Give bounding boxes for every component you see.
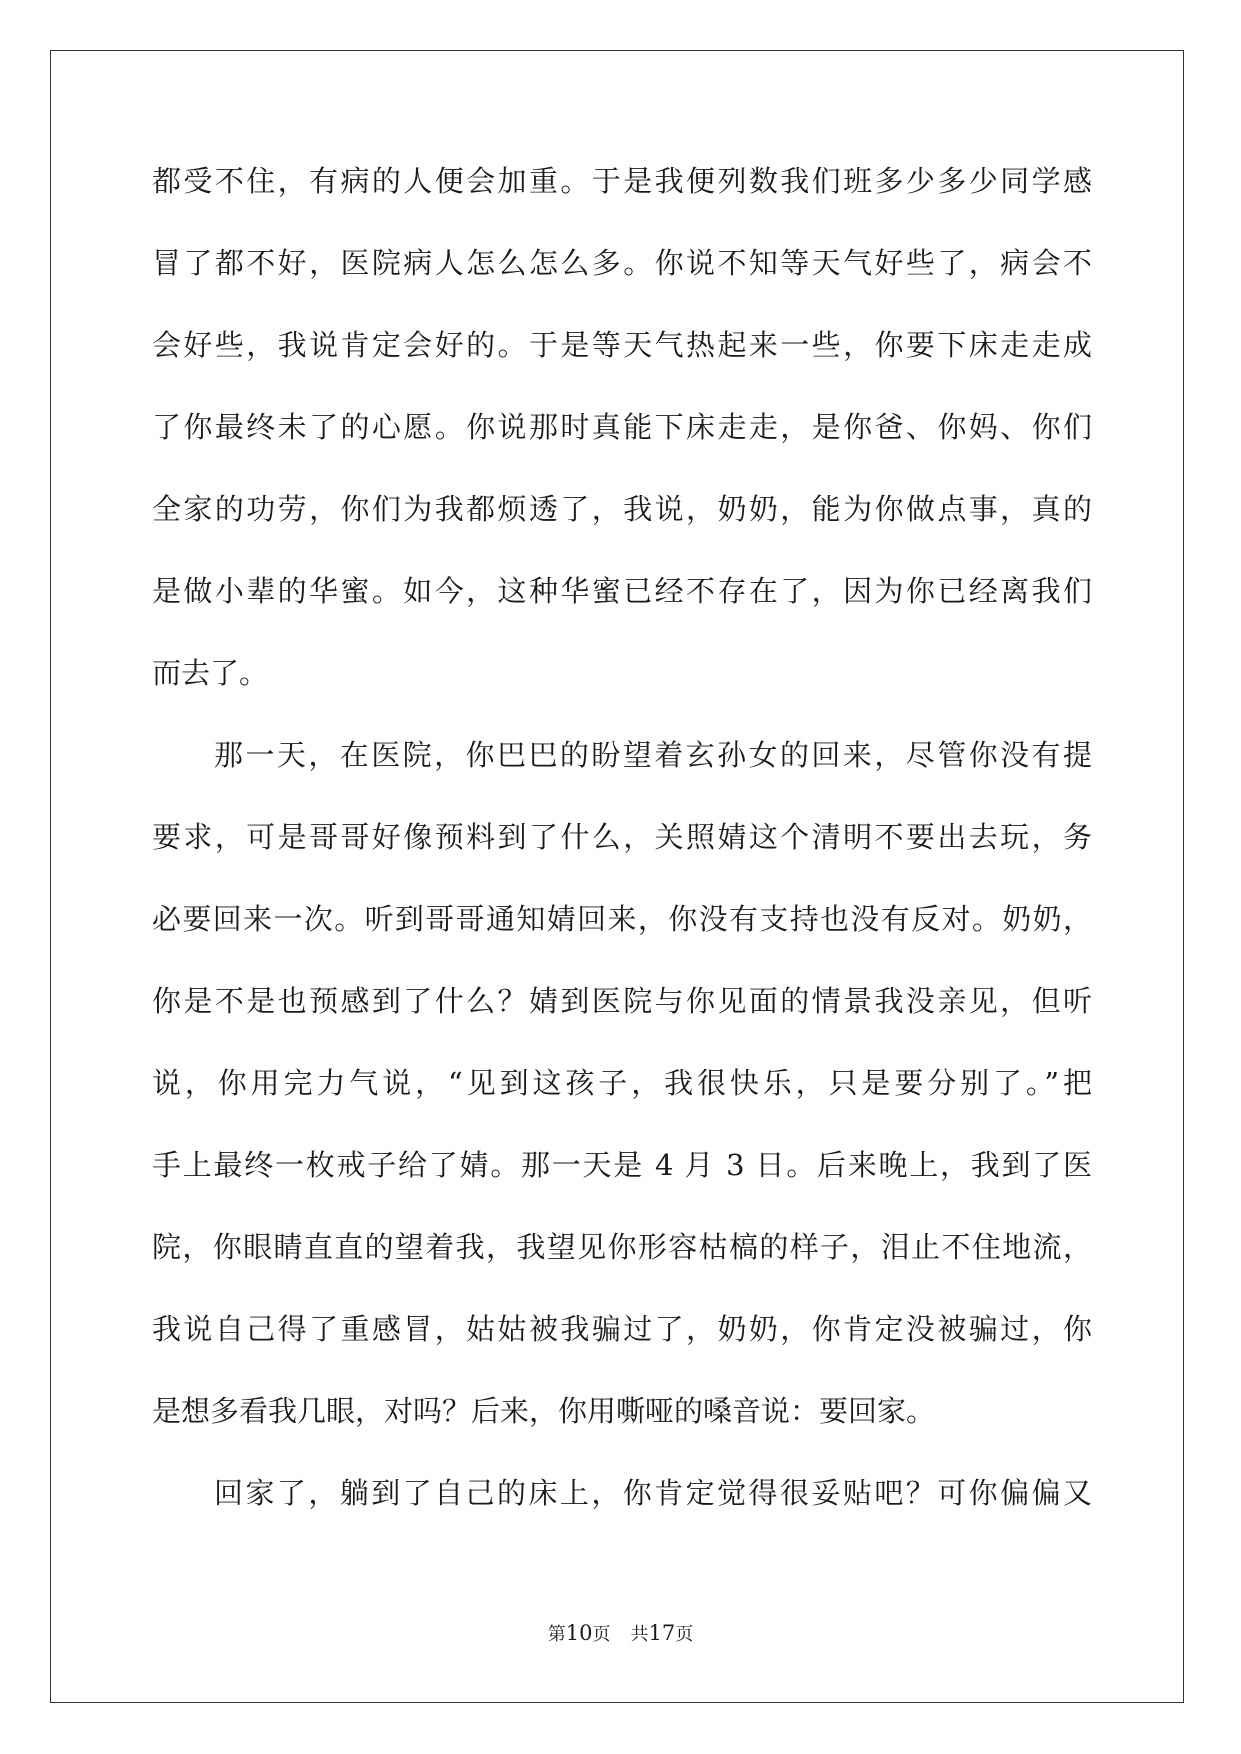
text-line: 会好些，我说肯定会好的。于是等天气热起来一些，你要下床走走成: [152, 328, 1092, 362]
text-line: 说，你用完力气说，“见到这孩子，我很快乐，只是要分别了。”把: [152, 1066, 1092, 1100]
text-line: 那一天，在医院，你巴巴的盼望着玄孙女的回来，尽管你没有提: [214, 738, 1092, 772]
text-line: 而去了。: [152, 656, 269, 690]
body-text: [152, 160, 1092, 1554]
footer-page-suffix: 页: [592, 1624, 611, 1645]
text-line: 是做小辈的华蜜。如今，这种华蜜已经不存在了，因为你已经离我们: [152, 574, 1092, 608]
footer-total-prefix: 共: [630, 1624, 649, 1645]
footer-page-number: 10: [565, 1621, 593, 1645]
text-line: 院，你眼睛直直的望着我，我望见你形容枯槁的样子，泪止不住地流，: [152, 1230, 1092, 1264]
footer-total-suffix: 页: [675, 1624, 694, 1645]
text-line: 都受不住，有病的人便会加重。于是我便列数我们班多少多少同学感: [152, 164, 1092, 198]
text-line: 必要回来一次。听到哥哥通知婧回来，你没有支持也没有反对。奶奶，: [152, 902, 1092, 936]
text-line: 回家了，躺到了自己的床上，你肯定觉得很妥贴吧？可你偏偏又: [214, 1476, 1092, 1510]
text-line: 手上最终一枚戒子给了婧。那一天是 4 月 3 日。后来晚上，我到了医: [152, 1148, 1092, 1182]
footer-total-pages: 17: [648, 1621, 676, 1645]
text-line: 我说自己得了重感冒，姑姑被我骗过了，奶奶，你肯定没被骗过，你: [152, 1312, 1092, 1346]
text-line: 要求，可是哥哥好像预料到了什么，关照婧这个清明不要出去玩，务: [152, 820, 1092, 854]
text-line: 了你最终未了的心愿。你说那时真能下床走走，是你爸、你妈、你们: [152, 410, 1092, 444]
text-line: 全家的功劳，你们为我都烦透了，我说，奶奶，能为你做点事，真的: [152, 492, 1092, 526]
text-line: 你是不是也预感到了什么？婧到医院与你见面的情景我没亲见，但听: [152, 984, 1092, 1018]
text-line: 冒了都不好，医院病人怎么怎么多。你说不知等天气好些了，病会不: [152, 246, 1092, 280]
text-line: 是想多看我几眼，对吗？后来，你用嘶哑的嗓音说：要回家。: [152, 1394, 936, 1428]
footer-page-prefix: 第: [547, 1624, 566, 1645]
page-footer: [0, 1621, 1241, 1647]
